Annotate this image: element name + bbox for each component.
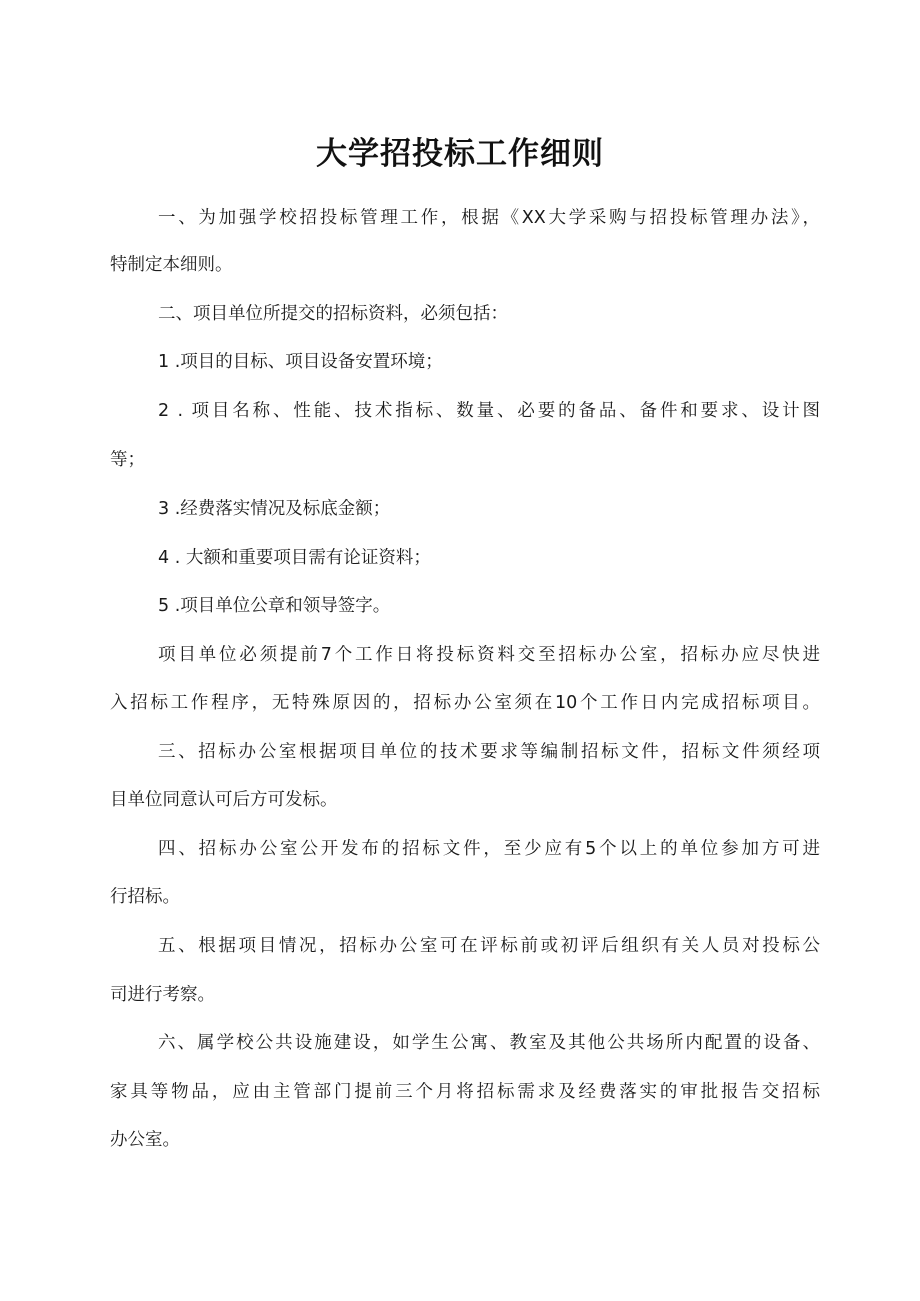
para-1-line-1: 一、为加强学校招投标管理工作，根据《XX大学采购与招投标管理办法》， [158,208,820,228]
para-5-line-2: 司进行考察。 [110,985,215,1005]
para-note-line-2: 入招标工作程序，无特殊原因的，招标办公室须在10个工作日内完成招标项目。 [110,693,820,713]
item-4: 4 . 大额和重要项目需有论证资料； [158,548,431,568]
item-2-line-1: 2 . 项目名称、性能、技术指标、数量、必要的备品、备件和要求、设计图 [158,401,820,421]
para-note-line-1: 项目单位必须提前7个工作日将投标资料交至招标办公室，招标办应尽快进 [158,645,820,665]
para-6-line-2: 家具等物品，应由主管部门提前三个月将招标需求及经费落实的审批报告交招标 [110,1082,820,1102]
item-3: 3 .经费落实情况及标底金额； [158,499,391,519]
item-5: 5 .项目单位公章和领导签字。 [158,596,391,616]
para-4-line-1: 四、招标办公室公开发布的招标文件，至少应有5个以上的单位参加方可进 [158,839,820,859]
para-1-line-2: 特制定本细则。 [110,255,233,275]
para-3-line-1: 三、招标办公室根据项目单位的技术要求等编制招标文件，招标文件须经项 [158,742,820,762]
item-1: 1 .项目的目标、项目设备安置环境； [158,352,443,372]
para-4-line-2: 行招标。 [110,887,180,907]
para-3-line-2: 目单位同意认可后方可发标。 [110,790,338,810]
document-title: 大学招投标工作细则 [316,136,604,172]
item-2-line-2: 等； [110,450,145,470]
para-6-line-1: 六、属学校公共设施建设，如学生公寓、教室及其他公共场所内配置的设备、 [158,1033,820,1053]
para-2-line-1: 二、项目单位所提交的招标资料，必须包括： [158,304,508,324]
para-5-line-1: 五、根据项目情况，招标办公室可在评标前或初评后组织有关人员对投标公 [158,936,820,956]
para-6-line-3: 办公室。 [110,1130,180,1150]
